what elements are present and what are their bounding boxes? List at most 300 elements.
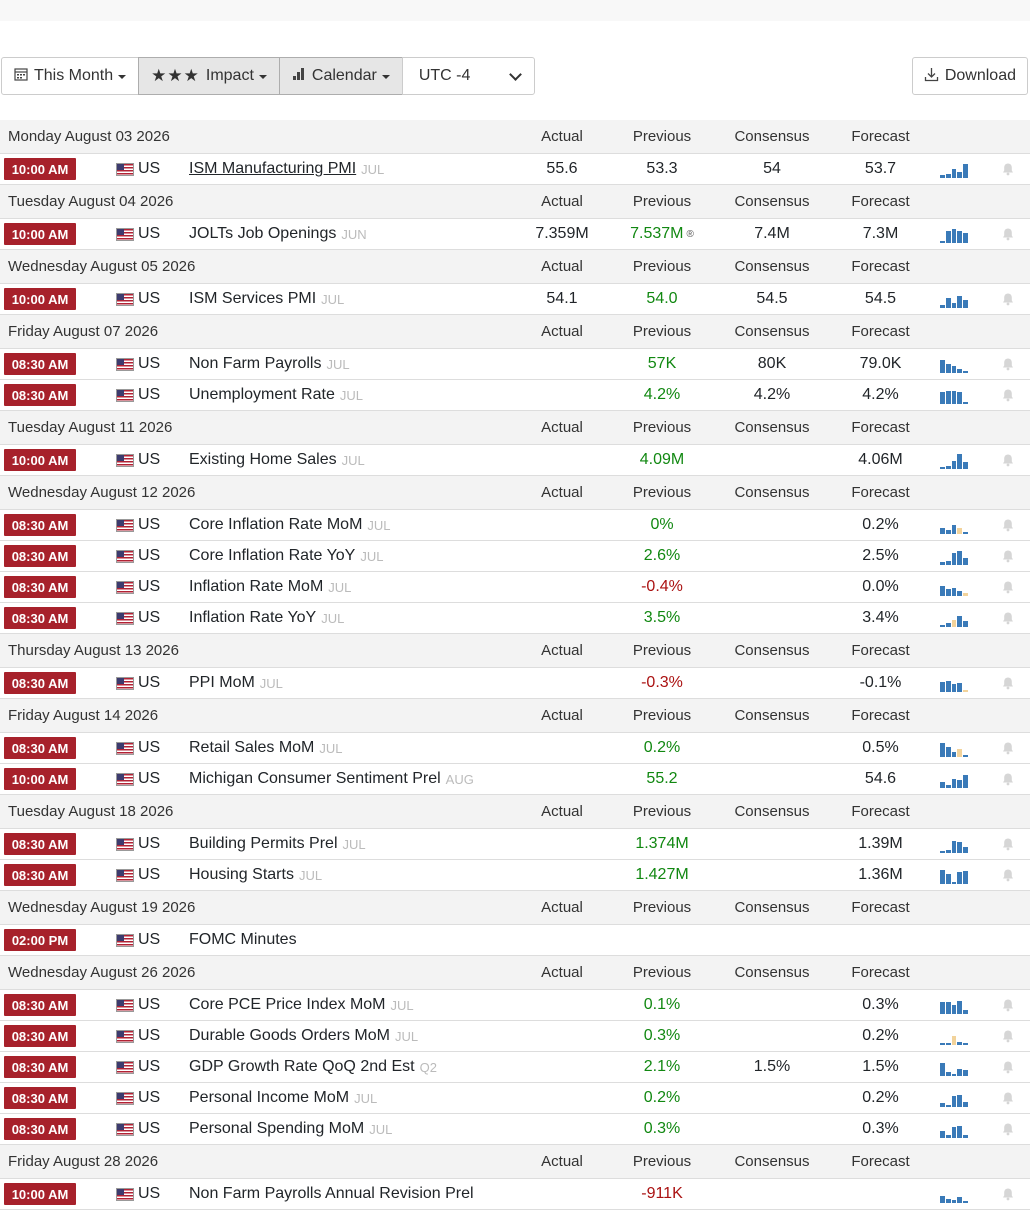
day-date: Tuesday August 18 2026 (8, 803, 174, 820)
sparkline-bar (952, 461, 957, 469)
event-consensus: 54.5 (756, 290, 788, 307)
sparkline-bar (963, 1010, 968, 1014)
toolbar (1, 57, 1030, 95)
sparkline-chart[interactable] (940, 837, 968, 853)
sparkline-chart[interactable] (940, 772, 968, 788)
sparkline-bar (963, 300, 968, 308)
flag-graphic (116, 612, 134, 625)
sparkline-bar (957, 749, 962, 757)
flag-graphic (116, 228, 134, 241)
event-forecast: 54.5 (864, 290, 897, 307)
day-header (0, 476, 1030, 510)
event-forecast: 79.0K (859, 355, 902, 372)
event-name[interactable] (189, 668, 283, 698)
flag-graphic (116, 1188, 134, 1201)
event-forecast: 0.3% (862, 1120, 899, 1137)
event-time-badge: 10:00 AM (4, 449, 76, 471)
event-actual (512, 1179, 612, 1209)
sparkline-chart[interactable] (940, 1060, 968, 1076)
sparkline-bar (963, 532, 968, 534)
event-name-label: Housing Starts (189, 866, 294, 883)
event-country: US (138, 931, 161, 948)
sparkline-chart[interactable] (940, 518, 968, 534)
event-name[interactable] (189, 349, 350, 379)
sparkline-bar (952, 525, 957, 534)
bell-icon[interactable] (1001, 162, 1015, 176)
event-row[interactable] (0, 1179, 1030, 1210)
event-consensus (712, 990, 832, 1020)
bell-icon[interactable] (1001, 549, 1015, 563)
event-previous (612, 1083, 712, 1113)
column-header-forecast: Forecast (851, 803, 910, 820)
event-reference-period: JUL (354, 1090, 378, 1106)
event-name[interactable] (189, 925, 302, 955)
event-previous (612, 284, 712, 314)
bell-icon[interactable] (1001, 998, 1015, 1012)
event-country: US (138, 866, 161, 883)
bell-icon[interactable] (1001, 868, 1015, 882)
sparkline-bar (957, 1001, 962, 1014)
event-time-badge: 08:30 AM (4, 576, 76, 598)
event-name[interactable] (189, 284, 344, 314)
date-range-button[interactable] (1, 57, 139, 95)
event-row[interactable] (0, 572, 1030, 603)
event-country: US (138, 1120, 161, 1137)
sparkline-bar (952, 229, 957, 243)
event-name[interactable] (189, 1021, 418, 1051)
impact-button[interactable] (138, 57, 280, 95)
sparkline-chart[interactable] (940, 676, 968, 692)
column-header-forecast: Forecast (851, 323, 910, 340)
sparkline-bar (963, 1201, 968, 1203)
event-row[interactable] (0, 1083, 1030, 1114)
event-previous (612, 829, 712, 859)
sparkline-chart[interactable] (940, 1122, 968, 1138)
day-header (0, 120, 1030, 154)
sparkline-chart[interactable] (940, 453, 968, 469)
column-header-previous: Previous (632, 899, 692, 916)
event-forecast: 0.2% (862, 1027, 899, 1044)
event-time-badge: 08:30 AM (4, 1118, 76, 1140)
event-row[interactable] (0, 284, 1030, 315)
column-header-forecast: Forecast (851, 128, 910, 145)
event-time-badge: 10:00 AM (4, 288, 76, 310)
event-consensus (712, 829, 832, 859)
event-name[interactable] (189, 764, 474, 794)
event-previous-value: -0.4% (641, 578, 683, 595)
event-forecast: 7.3M (862, 225, 899, 242)
sparkline-bar (963, 1070, 968, 1076)
download-button[interactable] (912, 57, 1028, 95)
bell-icon[interactable] (1001, 611, 1015, 625)
sparkline-bar (957, 392, 962, 404)
column-header-forecast: Forecast (851, 419, 910, 436)
column-header-actual: Actual (541, 642, 583, 659)
event-row[interactable] (0, 445, 1030, 476)
event-previous-value: 0.3% (643, 1027, 681, 1044)
event-actual (512, 1083, 612, 1113)
sparkline-chart[interactable] (940, 162, 968, 178)
sparkline-chart[interactable] (940, 1091, 968, 1107)
sparkline-bar (952, 169, 957, 178)
event-name[interactable] (189, 860, 322, 890)
event-previous-value: 0.2% (643, 1089, 681, 1106)
top-band (0, 0, 1030, 21)
event-previous (612, 1114, 712, 1144)
bell-icon[interactable] (1001, 772, 1015, 786)
us-flag-icon (116, 219, 134, 249)
column-header-previous: Previous (632, 964, 692, 981)
event-reference-period: JUL (328, 579, 352, 595)
bell-icon[interactable] (1001, 388, 1015, 402)
sparkline-chart[interactable] (940, 1187, 968, 1203)
event-name-label: FOMC Minutes (189, 931, 297, 948)
event-time-badge: 08:30 AM (4, 545, 76, 567)
column-header-previous: Previous (632, 484, 692, 501)
event-actual (512, 380, 612, 410)
event-name-label: Personal Income MoM (189, 1089, 350, 1106)
sparkline-bar (957, 172, 962, 178)
sparkline-chart[interactable] (940, 549, 968, 565)
event-time-badge: 08:30 AM (4, 672, 76, 694)
filter-button-group (1, 57, 535, 95)
column-header-forecast: Forecast (851, 964, 910, 981)
event-name[interactable] (189, 572, 351, 602)
us-flag-icon (116, 541, 134, 571)
sparkline-bar (946, 785, 951, 788)
sparkline-bar (940, 1063, 945, 1076)
event-previous-value: -0.3% (641, 674, 683, 691)
column-header-previous: Previous (632, 707, 692, 724)
event-name[interactable] (189, 541, 383, 571)
sparkline-bar (952, 1127, 957, 1138)
column-header-forecast: Forecast (851, 707, 910, 724)
event-time-badge: 08:30 AM (4, 1087, 76, 1109)
bell-icon[interactable] (1001, 1060, 1015, 1074)
event-row[interactable] (0, 1052, 1030, 1083)
sparkline-bar (946, 1199, 951, 1203)
event-consensus (712, 860, 832, 890)
us-flag-icon (116, 349, 134, 379)
event-previous-value: 0% (650, 516, 674, 533)
caret-down-icon (118, 75, 126, 79)
event-row[interactable] (0, 349, 1030, 380)
event-previous (612, 603, 712, 633)
star-icons: ★★★ (151, 66, 200, 85)
event-forecast: 3.4% (862, 609, 899, 626)
event-previous (612, 510, 712, 540)
event-forecast: 0.2% (862, 516, 899, 533)
us-flag-icon (116, 1052, 134, 1082)
sparkline-bar (946, 874, 951, 884)
column-header-consensus: Consensus (734, 323, 810, 340)
bell-icon[interactable] (1001, 676, 1015, 690)
event-row[interactable] (0, 764, 1030, 795)
column-header-actual: Actual (541, 128, 583, 145)
bell-icon[interactable] (1001, 1029, 1015, 1043)
event-name-label: Michigan Consumer Sentiment Prel (189, 770, 441, 787)
event-name[interactable] (189, 603, 344, 633)
bell-icon[interactable] (1001, 357, 1015, 371)
event-consensus: 7.4M (754, 225, 790, 242)
event-previous-value: 7.537M (630, 225, 684, 242)
event-name-label: PPI MoM (189, 674, 255, 691)
column-header-previous: Previous (632, 258, 692, 275)
event-country: US (138, 160, 161, 177)
sparkline-bar (952, 1005, 957, 1014)
flag-graphic (116, 293, 134, 306)
event-previous (612, 733, 712, 763)
event-previous (612, 764, 712, 794)
event-name[interactable] (189, 733, 343, 763)
event-previous-value: 0.2% (643, 739, 681, 756)
event-consensus (712, 572, 832, 602)
sparkline-bar (940, 743, 945, 757)
event-time-badge: 08:30 AM (4, 353, 76, 375)
sparkline-bar (952, 553, 957, 565)
bell-icon[interactable] (1001, 580, 1015, 594)
event-forecast: 4.06M (858, 451, 903, 468)
sparkline-bar (946, 747, 951, 757)
sparkline-bar (957, 231, 962, 243)
event-previous-value: 2.6% (643, 547, 681, 564)
sparkline-bar (946, 850, 951, 853)
column-header-actual: Actual (541, 803, 583, 820)
event-row[interactable] (0, 541, 1030, 572)
revised-icon: ® (686, 228, 694, 240)
column-header-consensus: Consensus (734, 1153, 810, 1170)
sparkline-bar (963, 1102, 968, 1107)
column-header-actual: Actual (541, 964, 583, 981)
event-country: US (138, 835, 161, 852)
date-range-label: This Month (34, 67, 114, 84)
column-header-consensus: Consensus (734, 419, 810, 436)
sparkline-bar (946, 174, 951, 178)
download-icon (924, 67, 939, 86)
event-name[interactable] (189, 445, 365, 475)
event-row[interactable] (0, 860, 1030, 891)
event-previous (612, 925, 712, 955)
event-name[interactable] (189, 1083, 377, 1113)
event-name[interactable] (189, 219, 367, 249)
bell-icon[interactable] (1001, 227, 1015, 241)
event-row[interactable] (0, 733, 1030, 764)
event-country: US (138, 609, 161, 626)
event-previous (612, 380, 712, 410)
event-actual: 55.6 (546, 160, 578, 177)
event-row[interactable] (0, 925, 1030, 956)
column-header-actual: Actual (541, 323, 583, 340)
event-country: US (138, 996, 161, 1013)
event-previous (612, 154, 712, 184)
event-reference-period: JUL (259, 675, 283, 691)
flag-graphic (116, 163, 134, 176)
day-header (0, 250, 1030, 284)
us-flag-icon (116, 668, 134, 698)
event-name[interactable] (189, 1179, 479, 1209)
event-row[interactable] (0, 668, 1030, 699)
sparkline-bar (940, 241, 945, 243)
day-date: Wednesday August 05 2026 (8, 258, 196, 275)
day-header (0, 315, 1030, 349)
day-header (0, 891, 1030, 925)
event-name-label: Non Farm Payrolls (189, 355, 322, 372)
bell-icon[interactable] (1001, 1187, 1015, 1201)
sparkline-bar (957, 591, 962, 596)
day-header (0, 634, 1030, 668)
event-name[interactable] (189, 154, 384, 184)
flag-graphic (116, 869, 134, 882)
event-name-label: Non Farm Payrolls Annual Revision Prel (189, 1185, 474, 1202)
sparkline-bar (940, 1196, 945, 1203)
event-row[interactable] (0, 510, 1030, 541)
sparkline-chart[interactable] (940, 998, 968, 1014)
event-row[interactable] (0, 380, 1030, 411)
sparkline-chart[interactable] (940, 227, 968, 243)
calendar-view-button[interactable] (279, 57, 403, 95)
event-reference-period: JUL (394, 1028, 419, 1044)
sparkline-bar (963, 402, 968, 404)
sparkline-bar (940, 870, 945, 884)
us-flag-icon (116, 603, 134, 633)
event-reference-period: JUL (369, 1121, 393, 1137)
us-flag-icon (116, 445, 134, 475)
event-country: US (138, 547, 161, 564)
event-country: US (138, 516, 161, 533)
event-consensus (712, 445, 832, 475)
event-name[interactable] (189, 1052, 437, 1082)
event-row[interactable] (0, 603, 1030, 634)
event-name-label: Core Inflation Rate MoM (189, 516, 363, 533)
sparkline-bar (952, 303, 957, 308)
event-actual (512, 445, 612, 475)
event-actual (512, 1052, 612, 1082)
column-header-actual: Actual (541, 1153, 583, 1170)
sparkline-chart[interactable] (940, 1029, 968, 1045)
sparkline-bar (952, 752, 957, 757)
event-previous-value: 53.3 (646, 160, 678, 177)
column-header-forecast: Forecast (851, 193, 910, 210)
sparkline-chart[interactable] (940, 741, 968, 757)
sparkline-bar (946, 623, 951, 627)
sparkline-bar (940, 467, 945, 469)
bell-icon[interactable] (1001, 1122, 1015, 1136)
day-date: Friday August 07 2026 (8, 323, 159, 340)
timezone-select[interactable] (402, 57, 535, 95)
event-previous-value: 2.1% (643, 1058, 681, 1075)
sparkline-bar (940, 175, 945, 178)
bell-icon[interactable] (1001, 741, 1015, 755)
event-previous-value: 4.2% (643, 386, 681, 403)
event-previous-value: 1.427M (635, 866, 689, 883)
flag-graphic (116, 389, 134, 402)
bell-icon[interactable] (1001, 1091, 1015, 1105)
event-consensus (712, 603, 832, 633)
column-header-forecast: Forecast (851, 899, 910, 916)
us-flag-icon (116, 1083, 134, 1113)
us-flag-icon (116, 860, 134, 890)
event-consensus (712, 764, 832, 794)
column-header-consensus: Consensus (734, 803, 810, 820)
event-name-label: GDP Growth Rate QoQ 2nd Est (189, 1058, 415, 1075)
event-row[interactable] (0, 154, 1030, 185)
sparkline-chart[interactable] (940, 292, 968, 308)
event-reference-period: JUL (390, 997, 414, 1013)
event-forecast: 0.5% (862, 739, 899, 756)
sparkline-chart[interactable] (940, 611, 968, 627)
event-row[interactable] (0, 1021, 1030, 1052)
sparkline-bar (963, 775, 968, 788)
day-header (0, 1145, 1030, 1179)
event-row[interactable] (0, 990, 1030, 1021)
day-date: Tuesday August 04 2026 (8, 193, 174, 210)
event-forecast: 1.39M (858, 835, 903, 852)
event-row[interactable] (0, 829, 1030, 860)
flag-graphic (116, 1123, 134, 1136)
sparkline-bar (946, 561, 951, 565)
event-name[interactable] (189, 510, 391, 540)
event-time-badge: 08:30 AM (4, 514, 76, 536)
flag-graphic (116, 838, 134, 851)
sparkline-bar (957, 1197, 962, 1203)
event-country: US (138, 578, 161, 595)
bell-icon[interactable] (1001, 837, 1015, 851)
bell-icon[interactable] (1001, 518, 1015, 532)
event-consensus: 1.5% (753, 1058, 791, 1075)
bell-icon[interactable] (1001, 292, 1015, 306)
sparkline-bar (952, 882, 957, 884)
us-flag-icon (116, 572, 134, 602)
event-previous (612, 219, 712, 249)
event-actual (512, 510, 612, 540)
event-row[interactable] (0, 1114, 1030, 1145)
sparkline-chart[interactable] (940, 868, 968, 884)
event-name-label: Core PCE Price Index MoM (189, 996, 386, 1013)
bell-icon[interactable] (1001, 453, 1015, 467)
event-row[interactable] (0, 219, 1030, 250)
event-name[interactable] (189, 380, 363, 410)
event-forecast: 0.3% (862, 996, 899, 1013)
flag-graphic (116, 773, 134, 786)
column-header-actual: Actual (541, 707, 583, 724)
event-actual: 7.359M (535, 225, 589, 242)
column-header-consensus: Consensus (734, 899, 810, 916)
event-previous-value: 57K (647, 355, 677, 372)
event-name[interactable] (189, 1114, 392, 1144)
sparkline-chart[interactable] (940, 357, 968, 373)
flag-graphic (116, 358, 134, 371)
us-flag-icon (116, 284, 134, 314)
event-forecast: 4.2% (862, 386, 899, 403)
event-name[interactable] (189, 990, 414, 1020)
sparkline-chart[interactable] (940, 388, 968, 404)
sparkline-bar (952, 366, 957, 373)
sparkline-chart[interactable] (940, 580, 968, 596)
sparkline-bar (940, 305, 945, 308)
sparkline-bar (957, 454, 962, 469)
event-actual (512, 1021, 612, 1051)
event-actual: 54.1 (546, 290, 578, 307)
column-header-forecast: Forecast (851, 1153, 910, 1170)
us-flag-icon (116, 1021, 134, 1051)
event-previous-value: 4.09M (639, 451, 685, 468)
event-country: US (138, 1089, 161, 1106)
us-flag-icon (116, 380, 134, 410)
flag-graphic (116, 934, 134, 947)
sparkline-bar (957, 1126, 962, 1138)
event-name[interactable] (189, 829, 366, 859)
event-actual (512, 572, 612, 602)
